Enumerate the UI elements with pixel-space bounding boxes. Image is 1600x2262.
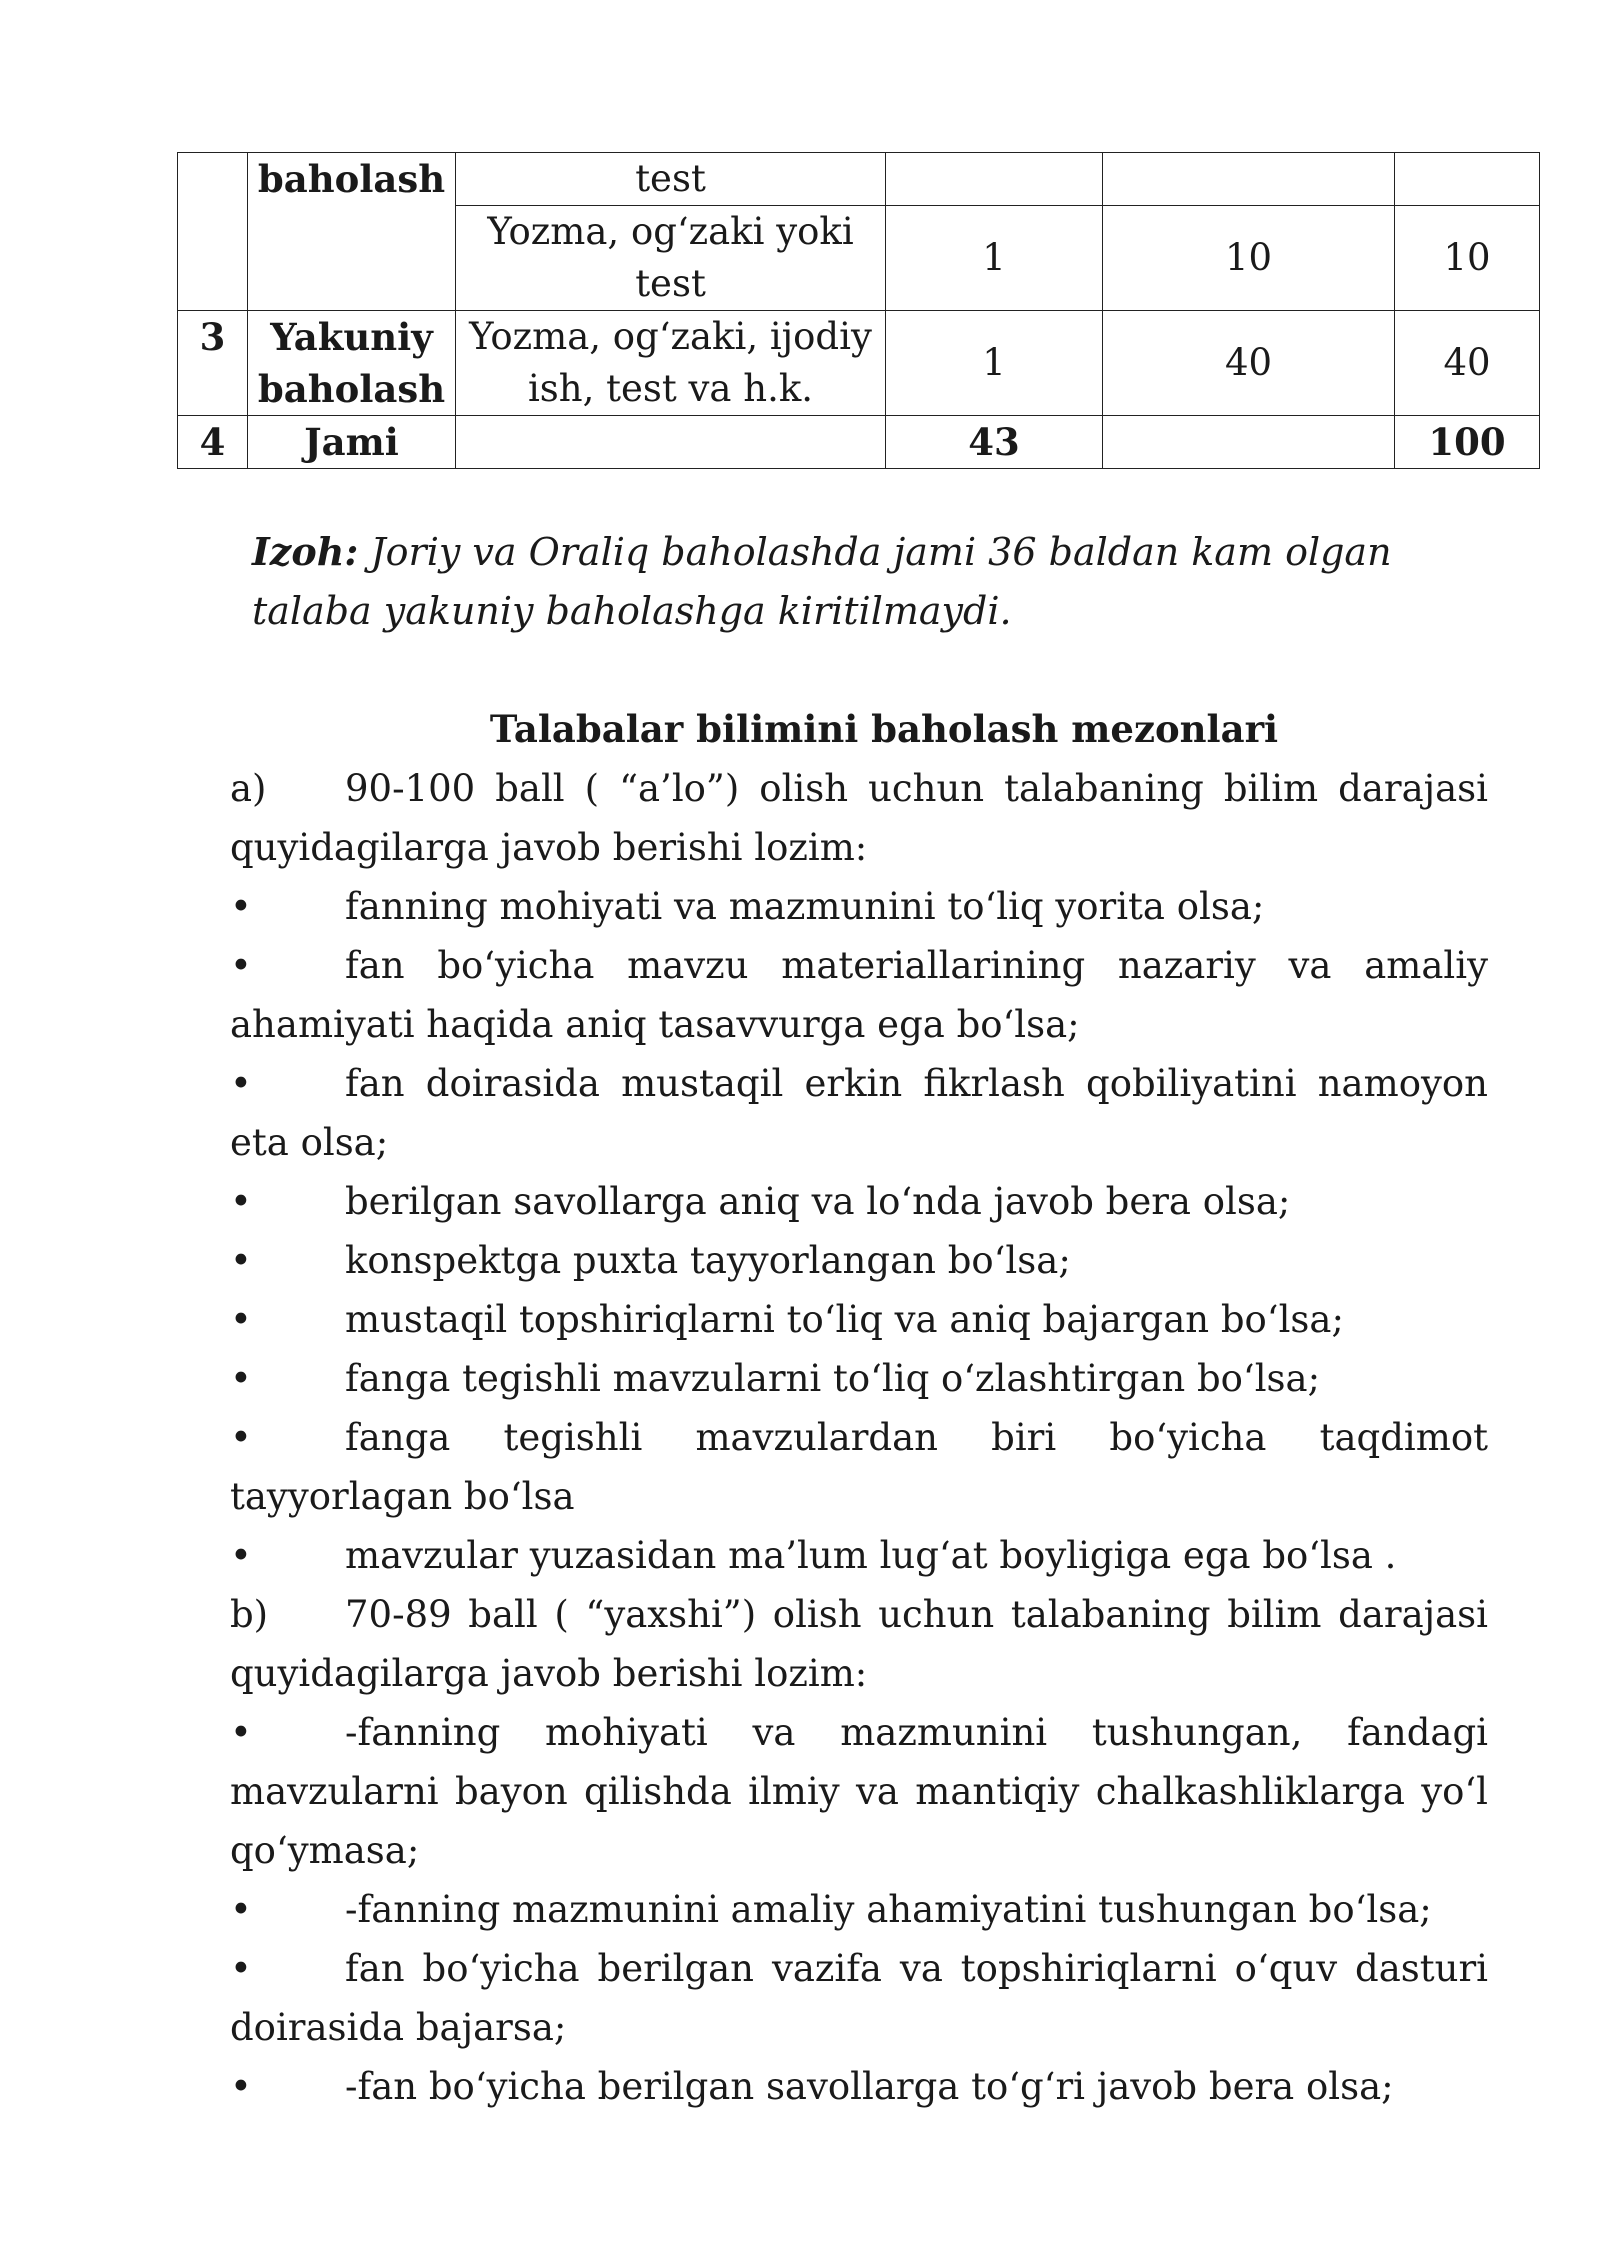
item-text: konspektga puxta tayyorlangan bo‘lsa;: [345, 1239, 1071, 1282]
bullet-icon: •: [230, 1888, 252, 1931]
table-cell: 10: [1103, 206, 1395, 311]
table-cell: Yozma, og‘zaki yoki test: [456, 206, 886, 311]
table-cell: Yakuniy baholash: [248, 311, 456, 416]
item-marker: a): [230, 767, 267, 810]
table-cell: Yozma, og‘zaki, ijodiy ish, test va h.k.: [456, 311, 886, 416]
table-cell: 3: [178, 311, 248, 416]
list-item: [230, 1290, 1488, 1349]
bullet-icon: •: [230, 2065, 252, 2108]
item-text: -fanning mazmunini amaliy ahamiyatini tushungan bo‘lsa;: [345, 1888, 1432, 1931]
item-text: fanga tegishli mavzularni to‘liq o‘zlashtirgan bo‘lsa;: [345, 1357, 1321, 1400]
table-cell: Jami: [248, 416, 456, 469]
table-cell: [1103, 416, 1395, 469]
item-text: fan doirasida mustaqil erkin fikrlash qobiliyatini namoyon eta olsa;: [230, 1062, 1488, 1164]
item-text: mustaqil topshiriqlarni to‘liq va aniq bajargan bo‘lsa;: [345, 1298, 1344, 1341]
bullet-icon: •: [230, 1298, 252, 1341]
item-text: berilgan savollarga aniq va lo‘nda javob bera olsa;: [345, 1180, 1291, 1223]
bullet-icon: •: [230, 885, 252, 928]
table-cell: [1103, 153, 1395, 206]
item-text: fanga tegishli mavzulardan biri bo‘yicha taqdimot tayyorlagan bo‘lsa: [230, 1416, 1488, 1518]
item-marker: b): [230, 1593, 269, 1636]
section-heading: Talabalar bilimini baholash mezonlari: [489, 707, 1279, 751]
table-row: [178, 416, 1540, 469]
table-cell: 40: [1103, 311, 1395, 416]
bullet-icon: •: [230, 1947, 252, 1990]
bullet-icon: •: [230, 1711, 252, 1754]
criteria-section: [230, 700, 1488, 2116]
bullet-icon: •: [230, 1239, 252, 1282]
item-text: 90-100 ball ( “a’lo”) olish uchun talabaning bilim darajasi quyidagilarga javob berishi lozim:: [230, 767, 1488, 869]
bullet-icon: •: [230, 1416, 252, 1459]
table-cell: [178, 153, 248, 311]
item-text: fan bo‘yicha mavzu materiallarining nazariy va amaliy ahamiyati haqida aniq tasavvurga ega bo‘lsa;: [230, 944, 1488, 1046]
note-text: Joriy va Oraliq baholashda jami 36 baldan kam olgan talaba yakuniy baholashga kiritilmaydi.: [252, 530, 1392, 633]
list-item: [230, 1880, 1488, 1939]
note-label: Izoh:: [252, 529, 359, 574]
list-item: [230, 1939, 1488, 2057]
list-item: [230, 877, 1488, 936]
table-cell: test: [456, 153, 886, 206]
item-text: -fanning mohiyati va mazmunini tushungan, fandagi mavzularni bayon qilishda ilmiy va mantiqiy chalkashliklarga yo‘l qo‘ymasa;: [230, 1711, 1488, 1872]
list-item: [230, 1349, 1488, 1408]
table-cell: 43: [886, 416, 1103, 469]
list-item: [230, 1172, 1488, 1231]
bullet-icon: •: [230, 1180, 252, 1223]
list-item: [230, 759, 1488, 877]
note-paragraph: [252, 522, 1492, 641]
list-item: [230, 1703, 1488, 1880]
bullet-icon: •: [230, 1357, 252, 1400]
list-item: [230, 1526, 1488, 1585]
grading-table: [177, 152, 1540, 469]
list-item: [230, 1408, 1488, 1526]
table-cell: [886, 153, 1103, 206]
bullet-icon: •: [230, 1534, 252, 1577]
bullet-icon: •: [230, 944, 252, 987]
list-item: [230, 1054, 1488, 1172]
table-cell: baholash: [248, 153, 456, 311]
table-cell: 10: [1395, 206, 1540, 311]
list-item: [230, 1231, 1488, 1290]
bullet-icon: •: [230, 1062, 252, 1105]
table-row: [178, 153, 1540, 206]
table-cell: 40: [1395, 311, 1540, 416]
table-row: [178, 311, 1540, 416]
list-item: [230, 1585, 1488, 1703]
table-cell: 1: [886, 311, 1103, 416]
item-text: fanning mohiyati va mazmunini to‘liq yorita olsa;: [345, 885, 1265, 928]
table-cell: [1395, 153, 1540, 206]
item-text: 70-89 ball ( “yaxshi”) olish uchun talabaning bilim darajasi quyidagilarga javob berishi lozim:: [230, 1593, 1488, 1695]
table-cell: 100: [1395, 416, 1540, 469]
item-text: -fan bo‘yicha berilgan savollarga to‘g‘ri javob bera olsa;: [345, 2065, 1394, 2108]
item-text: mavzular yuzasidan ma’lum lug‘at boyligiga ega bo‘lsa .: [345, 1534, 1397, 1577]
list-item: [230, 2057, 1488, 2116]
table-cell: [456, 416, 886, 469]
list-item: [230, 936, 1488, 1054]
table-cell: 4: [178, 416, 248, 469]
table-cell: 1: [886, 206, 1103, 311]
item-text: fan bo‘yicha berilgan vazifa va topshiriqlarni o‘quv dasturi doirasida bajarsa;: [230, 1947, 1488, 2049]
